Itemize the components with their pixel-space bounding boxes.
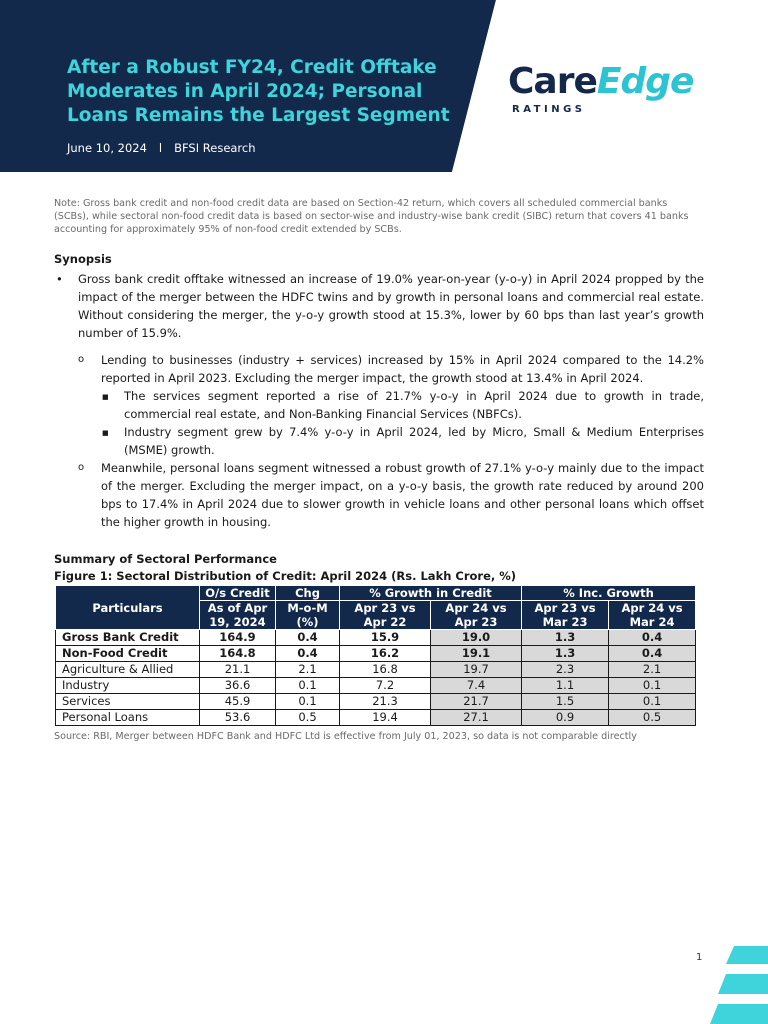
table-cell: 0.4 bbox=[276, 646, 340, 662]
table-cell: 0.5 bbox=[609, 710, 696, 726]
col-header-as-of: As of Apr 19, 2024 bbox=[200, 601, 276, 630]
square-bullet-icon: ■ bbox=[102, 393, 109, 401]
careedge-logo bbox=[508, 61, 694, 115]
synopsis-list bbox=[54, 270, 704, 531]
table-cell: 19.0 bbox=[431, 630, 522, 646]
bullet-icon: • bbox=[56, 272, 63, 286]
report-date: June 10, 2024 bbox=[67, 141, 147, 155]
logo-word-edge: Edge bbox=[596, 61, 694, 102]
meta-separator: l bbox=[158, 141, 163, 155]
table-cell: 1.5 bbox=[522, 694, 609, 710]
table-cell: 21.1 bbox=[200, 662, 276, 678]
circle-bullet-icon: o bbox=[78, 354, 85, 365]
table-cell: 19.4 bbox=[340, 710, 431, 726]
table-cell: 53.6 bbox=[200, 710, 276, 726]
table-cell: 2.1 bbox=[609, 662, 696, 678]
table-cell: 27.1 bbox=[431, 710, 522, 726]
row-label: Industry bbox=[56, 678, 200, 694]
report-title bbox=[67, 56, 467, 128]
bullet-text: Gross bank credit offtake witnessed an increase of 19.0% year-on-year (y-o-y) in April 2024 propped by the impact of the merger between the HDFC twins and by growth in personal loans and commercial real estate. Without considering the merger, the y-o-y growth stood at 15.3%, lower by 60 bps than last year’s growth number of 15.9%. bbox=[78, 272, 704, 340]
list-item bbox=[54, 387, 704, 423]
row-label: Personal Loans bbox=[56, 710, 200, 726]
header-band bbox=[0, 0, 768, 172]
table-cell: 164.8 bbox=[200, 646, 276, 662]
table-cell: 2.1 bbox=[276, 662, 340, 678]
table-cell: 45.9 bbox=[200, 694, 276, 710]
table-cell: 0.1 bbox=[276, 694, 340, 710]
summary-heading: Summary of Sectoral Performance bbox=[54, 552, 277, 566]
row-label: Agriculture & Allied bbox=[56, 662, 200, 678]
table-row bbox=[56, 630, 696, 646]
row-label: Gross Bank Credit bbox=[56, 630, 200, 646]
table-row bbox=[56, 678, 696, 694]
sectoral-credit-table bbox=[55, 585, 696, 726]
logo-wordmark bbox=[508, 61, 694, 102]
table-row bbox=[56, 710, 696, 726]
corner-decoration bbox=[700, 940, 768, 1024]
bullet-text: Lending to businesses (industry + services) increased by 15% in April 2024 compared to the 14.2% reported in April 2023. Excluding the merger impact, the growth stood at 13.4% in April 2024. bbox=[101, 353, 704, 385]
bullet-text: The services segment reported a rise of 21.7% y-o-y in April 2024 due to growth in trade, commercial real estate, and Non-Banking Financial Services (NBFCs). bbox=[124, 389, 704, 421]
logo-subtitle: RATINGS bbox=[512, 104, 586, 115]
table-cell: 0.4 bbox=[609, 646, 696, 662]
report-meta bbox=[67, 141, 256, 155]
circle-bullet-icon: o bbox=[78, 462, 85, 473]
row-label: Services bbox=[56, 694, 200, 710]
title-line: Loans Remains the Largest Segment bbox=[67, 105, 450, 126]
page-number: 1 bbox=[696, 952, 703, 963]
col-header-inc-growth: % Inc. Growth bbox=[522, 586, 696, 601]
table-cell: 2.3 bbox=[522, 662, 609, 678]
bullet-text: Industry segment grew by 7.4% y-o-y in April 2024, led by Micro, Small & Medium Enterprises (MSME) growth. bbox=[124, 425, 704, 457]
col-header-apr23-mar23: Apr 23 vs Mar 23 bbox=[522, 601, 609, 630]
figure-title: Figure 1: Sectoral Distribution of Credit: April 2024 (Rs. Lakh Crore, %) bbox=[54, 569, 517, 583]
table-cell: 0.4 bbox=[276, 630, 340, 646]
table-source: Source: RBI, Merger between HDFC Bank and HDFC Ltd is effective from July 01, 2023, so data is not comparable directly bbox=[54, 731, 637, 742]
table-cell: 1.3 bbox=[522, 630, 609, 646]
table-cell: 0.4 bbox=[609, 630, 696, 646]
table-cell: 15.9 bbox=[340, 630, 431, 646]
list-item bbox=[54, 423, 704, 459]
table-cell: 0.1 bbox=[276, 678, 340, 694]
col-header-mom: M-o-M (%) bbox=[276, 601, 340, 630]
table-cell: 0.9 bbox=[522, 710, 609, 726]
table-cell: 164.9 bbox=[200, 630, 276, 646]
synopsis-heading: Synopsis bbox=[54, 252, 112, 266]
table-row bbox=[56, 694, 696, 710]
col-header-os-credit: O/s Credit bbox=[200, 586, 276, 601]
table-cell: 0.5 bbox=[276, 710, 340, 726]
table-cell: 16.8 bbox=[340, 662, 431, 678]
title-line: Moderates in April 2024; Personal bbox=[67, 81, 423, 102]
col-header-apr24-mar24: Apr 24 vs Mar 24 bbox=[609, 601, 696, 630]
list-item bbox=[54, 351, 704, 387]
table-cell: 1.3 bbox=[522, 646, 609, 662]
table-cell: 1.1 bbox=[522, 678, 609, 694]
table-cell: 21.7 bbox=[431, 694, 522, 710]
list-item bbox=[54, 270, 704, 342]
table-cell: 19.7 bbox=[431, 662, 522, 678]
col-header-apr24-apr23: Apr 24 vs Apr 23 bbox=[431, 601, 522, 630]
list-item bbox=[54, 459, 704, 531]
col-header-apr23-apr22: Apr 23 vs Apr 22 bbox=[340, 601, 431, 630]
col-header-particulars: Particulars bbox=[56, 586, 200, 630]
table-cell: 7.4 bbox=[431, 678, 522, 694]
square-bullet-icon: ■ bbox=[102, 429, 109, 437]
table-cell: 0.1 bbox=[609, 694, 696, 710]
table-cell: 7.2 bbox=[340, 678, 431, 694]
table-cell: 16.2 bbox=[340, 646, 431, 662]
logo-word-care: Care bbox=[508, 61, 597, 102]
report-category: BFSI Research bbox=[174, 141, 256, 155]
table-cell: 36.6 bbox=[200, 678, 276, 694]
bullet-text: Meanwhile, personal loans segment witnessed a robust growth of 27.1% y-o-y mainly due to the impact of the merger. Excluding the merger impact, on a y-o-y basis, the growth rate reduced by around 200 bps to 17.4% in April 2024 due to slower growth in vehicle loans and other personal loans which offset the higher growth in housing. bbox=[101, 461, 704, 529]
title-line: After a Robust FY24, Credit Offtake bbox=[67, 57, 437, 78]
row-label: Non-Food Credit bbox=[56, 646, 200, 662]
table-cell: 21.3 bbox=[340, 694, 431, 710]
table-row bbox=[56, 646, 696, 662]
table-cell: 0.1 bbox=[609, 678, 696, 694]
data-note: Note: Gross bank credit and non-food credit data are based on Section-42 return, which covers all scheduled commercial banks (SCBs), while sectoral non-food credit data is based on sector-wise and industry-wise bank credit (SIBC) return that covers 41 banks accounting for approximately 95% of non-food credit extended by SCBs. bbox=[54, 198, 689, 235]
table-row bbox=[56, 662, 696, 678]
table-cell: 19.1 bbox=[431, 646, 522, 662]
col-header-growth: % Growth in Credit bbox=[340, 586, 522, 601]
col-header-chg: Chg bbox=[276, 586, 340, 601]
